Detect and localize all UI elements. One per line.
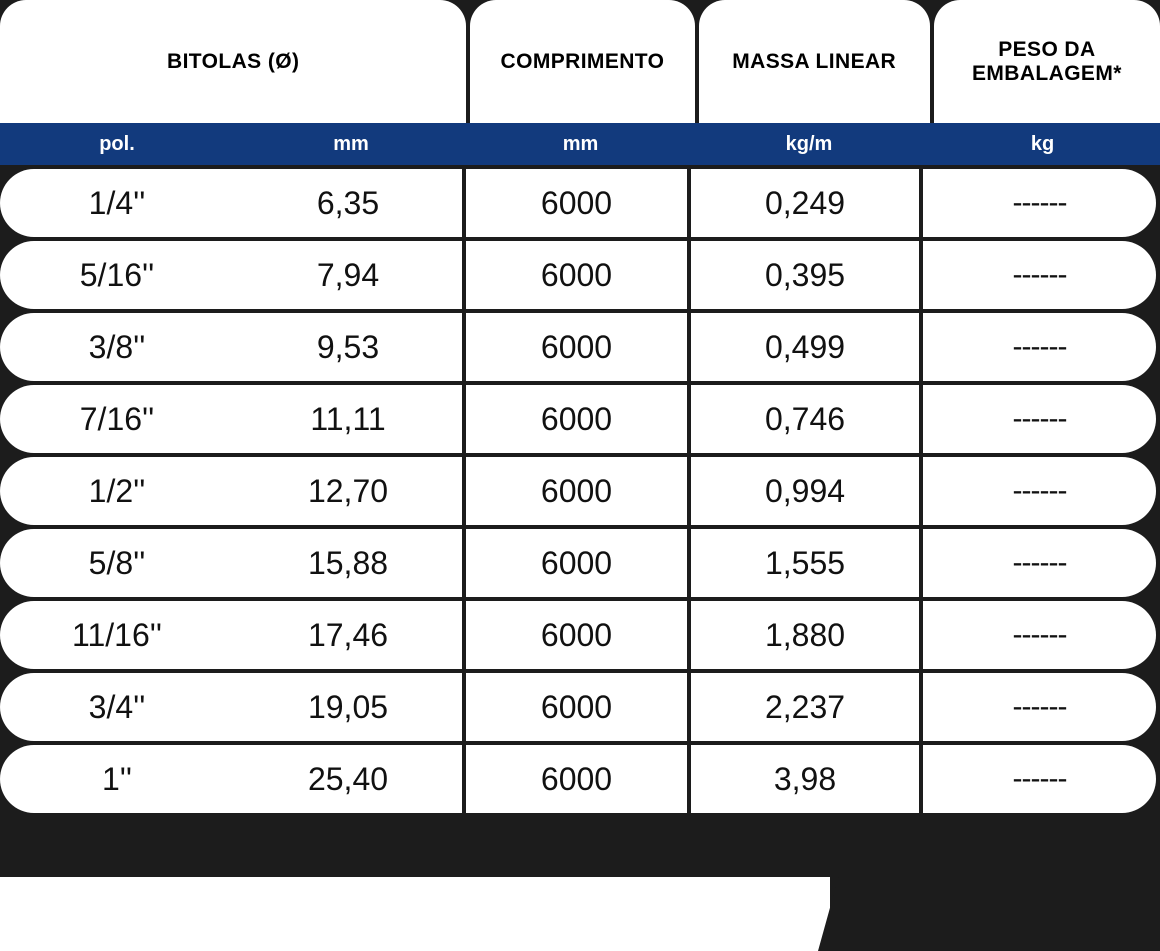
- cell-massa: 0,499: [691, 313, 923, 381]
- cell-massa: 1,880: [691, 601, 923, 669]
- cell-pol: 5/8'': [0, 529, 234, 597]
- unit-cell-mm-comprimento: mm: [562, 132, 599, 155]
- cell-pol: 3/4'': [0, 673, 234, 741]
- table-row: [0, 529, 1160, 597]
- cell-massa: 0,249: [691, 169, 923, 237]
- table-row: [0, 241, 1160, 309]
- table-row: [0, 601, 1160, 669]
- cell-peso: ------: [923, 673, 1156, 741]
- cell-pol: 1/4'': [0, 169, 234, 237]
- cell-mm: 6,35: [234, 169, 466, 237]
- cell-peso: ------: [923, 529, 1156, 597]
- header-cell-peso-embalagem: PESO DA EMBALAGEM*: [934, 0, 1160, 123]
- cell-comprimento: 6000: [466, 457, 691, 525]
- cell-massa: 3,98: [691, 745, 923, 813]
- table-row: [0, 457, 1160, 525]
- cell-massa: 0,994: [691, 457, 923, 525]
- cell-mm: 17,46: [234, 601, 466, 669]
- cell-mm: 9,53: [234, 313, 466, 381]
- header-cell-massa-linear: MASSA LINEAR: [699, 0, 930, 123]
- cell-mm: 15,88: [234, 529, 466, 597]
- cell-mm: 7,94: [234, 241, 466, 309]
- cell-pol: 5/16'': [0, 241, 234, 309]
- unit-cell-kg-m: kg/m: [785, 132, 833, 155]
- table-row: [0, 169, 1160, 237]
- cell-mm: 12,70: [234, 457, 466, 525]
- cell-peso: ------: [923, 313, 1156, 381]
- cell-comprimento: 6000: [466, 673, 691, 741]
- table-row: [0, 313, 1160, 381]
- cell-pol: 7/16'': [0, 385, 234, 453]
- footer-tab-shape: [818, 877, 1160, 951]
- cell-peso: ------: [923, 457, 1156, 525]
- header-cell-bitolas: BITOLAS (Ø): [0, 0, 466, 123]
- cell-peso: ------: [923, 601, 1156, 669]
- cell-comprimento: 6000: [466, 601, 691, 669]
- table-unit-row: [0, 123, 1160, 165]
- cell-massa: 0,395: [691, 241, 923, 309]
- cell-mm: 25,40: [234, 745, 466, 813]
- cell-comprimento: 6000: [466, 529, 691, 597]
- cell-comprimento: 6000: [466, 745, 691, 813]
- cell-peso: ------: [923, 385, 1156, 453]
- cell-peso: ------: [923, 169, 1156, 237]
- header-cell-comprimento: COMPRIMENTO: [470, 0, 694, 123]
- cell-massa: 0,746: [691, 385, 923, 453]
- cell-comprimento: 6000: [466, 169, 691, 237]
- cell-peso: ------: [923, 745, 1156, 813]
- unit-cell-pol: pol.: [99, 132, 135, 155]
- cell-pol: 1'': [0, 745, 234, 813]
- cell-pol: 3/8'': [0, 313, 234, 381]
- cell-mm: 19,05: [234, 673, 466, 741]
- table-header-row: [0, 0, 1160, 123]
- cell-pol: 11/16'': [0, 601, 234, 669]
- cell-massa: 1,555: [691, 529, 923, 597]
- unit-cell-mm-bitola: mm: [333, 132, 369, 155]
- cell-mm: 11,11: [234, 385, 466, 453]
- footer-cutout: [0, 877, 830, 951]
- cell-comprimento: 6000: [466, 313, 691, 381]
- table-row: [0, 385, 1160, 453]
- cell-comprimento: 6000: [466, 241, 691, 309]
- cell-massa: 2,237: [691, 673, 923, 741]
- cell-comprimento: 6000: [466, 385, 691, 453]
- unit-cell-kg: kg: [1030, 132, 1055, 155]
- cell-peso: ------: [923, 241, 1156, 309]
- table-row: [0, 745, 1160, 813]
- cell-pol: 1/2'': [0, 457, 234, 525]
- table-row: [0, 673, 1160, 741]
